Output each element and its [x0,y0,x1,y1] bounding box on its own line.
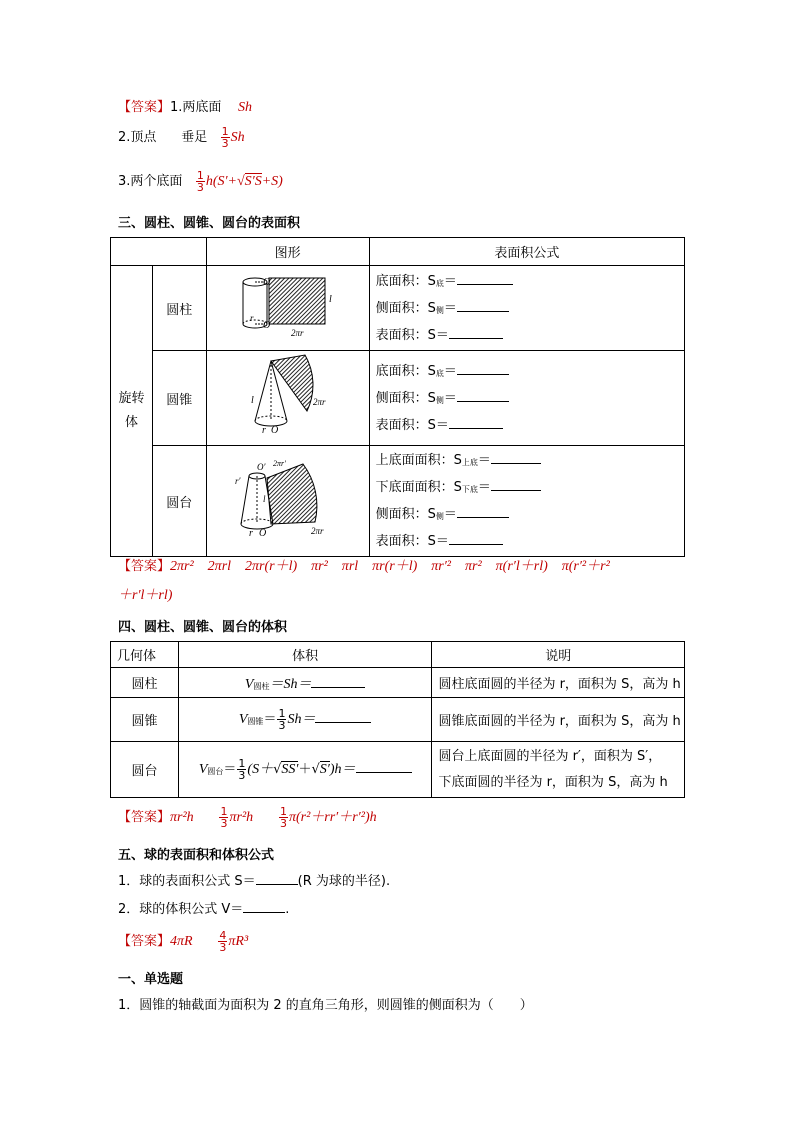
answer-line-1 [118,96,252,116]
cylinder-net-figure [207,266,369,346]
group-rotation-body: 旋转体 [111,266,153,557]
frustum-net-figure [207,446,369,552]
answer-volume-a: πr²h [170,810,194,825]
fraction: $\frac{1}{3}$ [279,805,287,830]
frustum-label-2pir: 2πr [310,526,324,536]
fraction: $\frac{1}{3}$ [278,707,286,732]
fraction: $\frac{4}{3}$ [219,929,227,954]
answer-line-2 [118,126,245,149]
figure-cylinder [206,266,369,351]
fraction: $\frac{1}{3}$ [238,757,246,782]
answer-1-math: Sh [237,100,252,115]
answer-3-math: h(S′+ [205,174,237,189]
frustum-label-o1: O′ [256,462,266,472]
label-o-bottom: O [262,320,270,331]
note-frustum-vol: 圆台上底面圆的半径为 r′，面积为 S′， 下底面圆的半径为 r，面积为 S，高为 h [432,742,685,798]
answer-3-math-end: +S) [261,174,283,189]
figure-cone [206,351,369,446]
fraction: $\frac{1}{3}$ [220,805,228,830]
row-name-cone: 圆锥 [152,351,206,446]
surface-area-table [110,237,685,557]
note-cylinder-vol: 圆柱底面圆的半径为 r，面积为 S，高为 h [432,668,685,698]
answer-surface-formulas: 2πr² 2πrl 2πr(r＋l) πr² πrl πr(r＋l) πr′² πr² π(r′l＋rl) π(r′²＋r² [170,559,610,574]
cone-label-l: l [250,395,254,406]
cone-label-2pir: 2πr [312,397,326,407]
sphere-item-1: 1．球的表面积公式 S＝ (R 为球的半径). [118,874,391,889]
answer-1-text: 1.两底面 [170,100,222,115]
answer-tag: 【答案】 [118,100,171,115]
answer-2-math: Sh [230,130,245,145]
label-l: l [328,294,332,305]
frustum-label-r1: r′ [234,476,241,486]
sphere-item-2: 2．球的体积公式 V＝ . [118,902,290,917]
formula-cylinder-vol: V圆柱＝Sh＝ [178,668,432,698]
fraction: $\frac{1}{3}$ [221,125,229,150]
answer-surface-formulas-cont: ＋r′l＋rl) [118,588,173,603]
answer-tag: 【答案】 [118,559,171,574]
answer-2-text: 2.顶点 [118,130,157,145]
header-solid: 几何体 [111,642,179,668]
section-heading-single-choice: 一、单选题 [118,972,184,987]
answer-tag: 【答案】 [118,934,171,949]
header-empty [111,238,207,266]
row-name-cylinder-vol: 圆柱 [111,668,179,698]
formula-cylinder: 底面积：S底＝ 侧面积：S侧＝ 表面积：S＝ [369,266,684,351]
answer-volume-c: π(r²＋rr′＋r′²)h [288,810,377,825]
row-name-frustum-vol: 圆台 [111,742,179,798]
answer-surface-line-1 [118,555,610,575]
header-note: 说明 [432,642,685,668]
header-figure: 图形 [206,238,369,266]
answer-sphere-b: πR³ [228,934,249,949]
question-1: 1．圆锥的轴截面为面积为 2 的直角三角形，则圆锥的侧面积为（ ） [118,998,533,1013]
frustum-label-l: l [262,494,266,504]
fraction: $\frac{1}{3}$ [196,169,204,194]
label-2pir: 2πr [290,328,304,338]
formula-cone-vol: V圆锥＝ $\frac{1}{3}$ Sh＝ [178,698,432,742]
answer-volume-b: πr²h [229,810,254,825]
answer-sphere-a: 4πR [170,934,193,949]
cone-label-o: O [270,425,278,436]
label-o-top: O [262,277,270,288]
answer-3-text: 3.两个底面 [118,174,183,189]
formula-cone: 底面积：S底＝ 侧面积：S侧＝ 表面积：S＝ [369,351,684,446]
section-heading-sphere: 五、球的表面积和体积公式 [118,848,275,863]
row-name-frustum: 圆台 [152,446,206,557]
section-heading-volume: 四、圆柱、圆锥、圆台的体积 [118,620,288,635]
frustum-label-2pir1: 2πr′ [272,459,286,468]
formula-frustum: 上底面面积：S上底＝ 下底面面积：S下底＝ 侧面积：S侧＝ 表面积：S＝ [369,446,684,557]
answer-sphere-line [118,930,248,953]
header-volume: 体积 [178,642,432,668]
formula-frustum-vol: V圆台＝ $\frac{1}{3}$ (S＋√SS′＋√S′)h＝ [178,742,432,798]
figure-frustum [206,446,369,557]
answer-line-3: 3.两个底面 $\frac{1}{3}$ h(S′+√S′S+S) [118,169,283,194]
answer-tag: 【答案】 [118,810,171,825]
note-cone-vol: 圆锥底面圆的半径为 r，面积为 S，高为 h [432,698,685,742]
cone-net-figure [207,351,369,441]
header-formula: 表面积公式 [369,238,684,266]
row-name-cylinder: 圆柱 [152,266,206,351]
row-name-cone-vol: 圆锥 [111,698,179,742]
answer-volume-line [118,806,377,829]
sqrt-term: S′S [244,174,262,189]
answer-surface-line-2 [118,584,172,604]
section-heading-surface-area: 三、圆柱、圆锥、圆台的表面积 [118,216,301,231]
frustum-label-r: r [248,528,253,539]
cone-label-r: r [261,425,266,436]
frustum-label-o: O [258,528,266,539]
answer-2-word: 垂足 [181,130,208,145]
label-r: r [249,313,254,323]
volume-table [110,641,685,798]
